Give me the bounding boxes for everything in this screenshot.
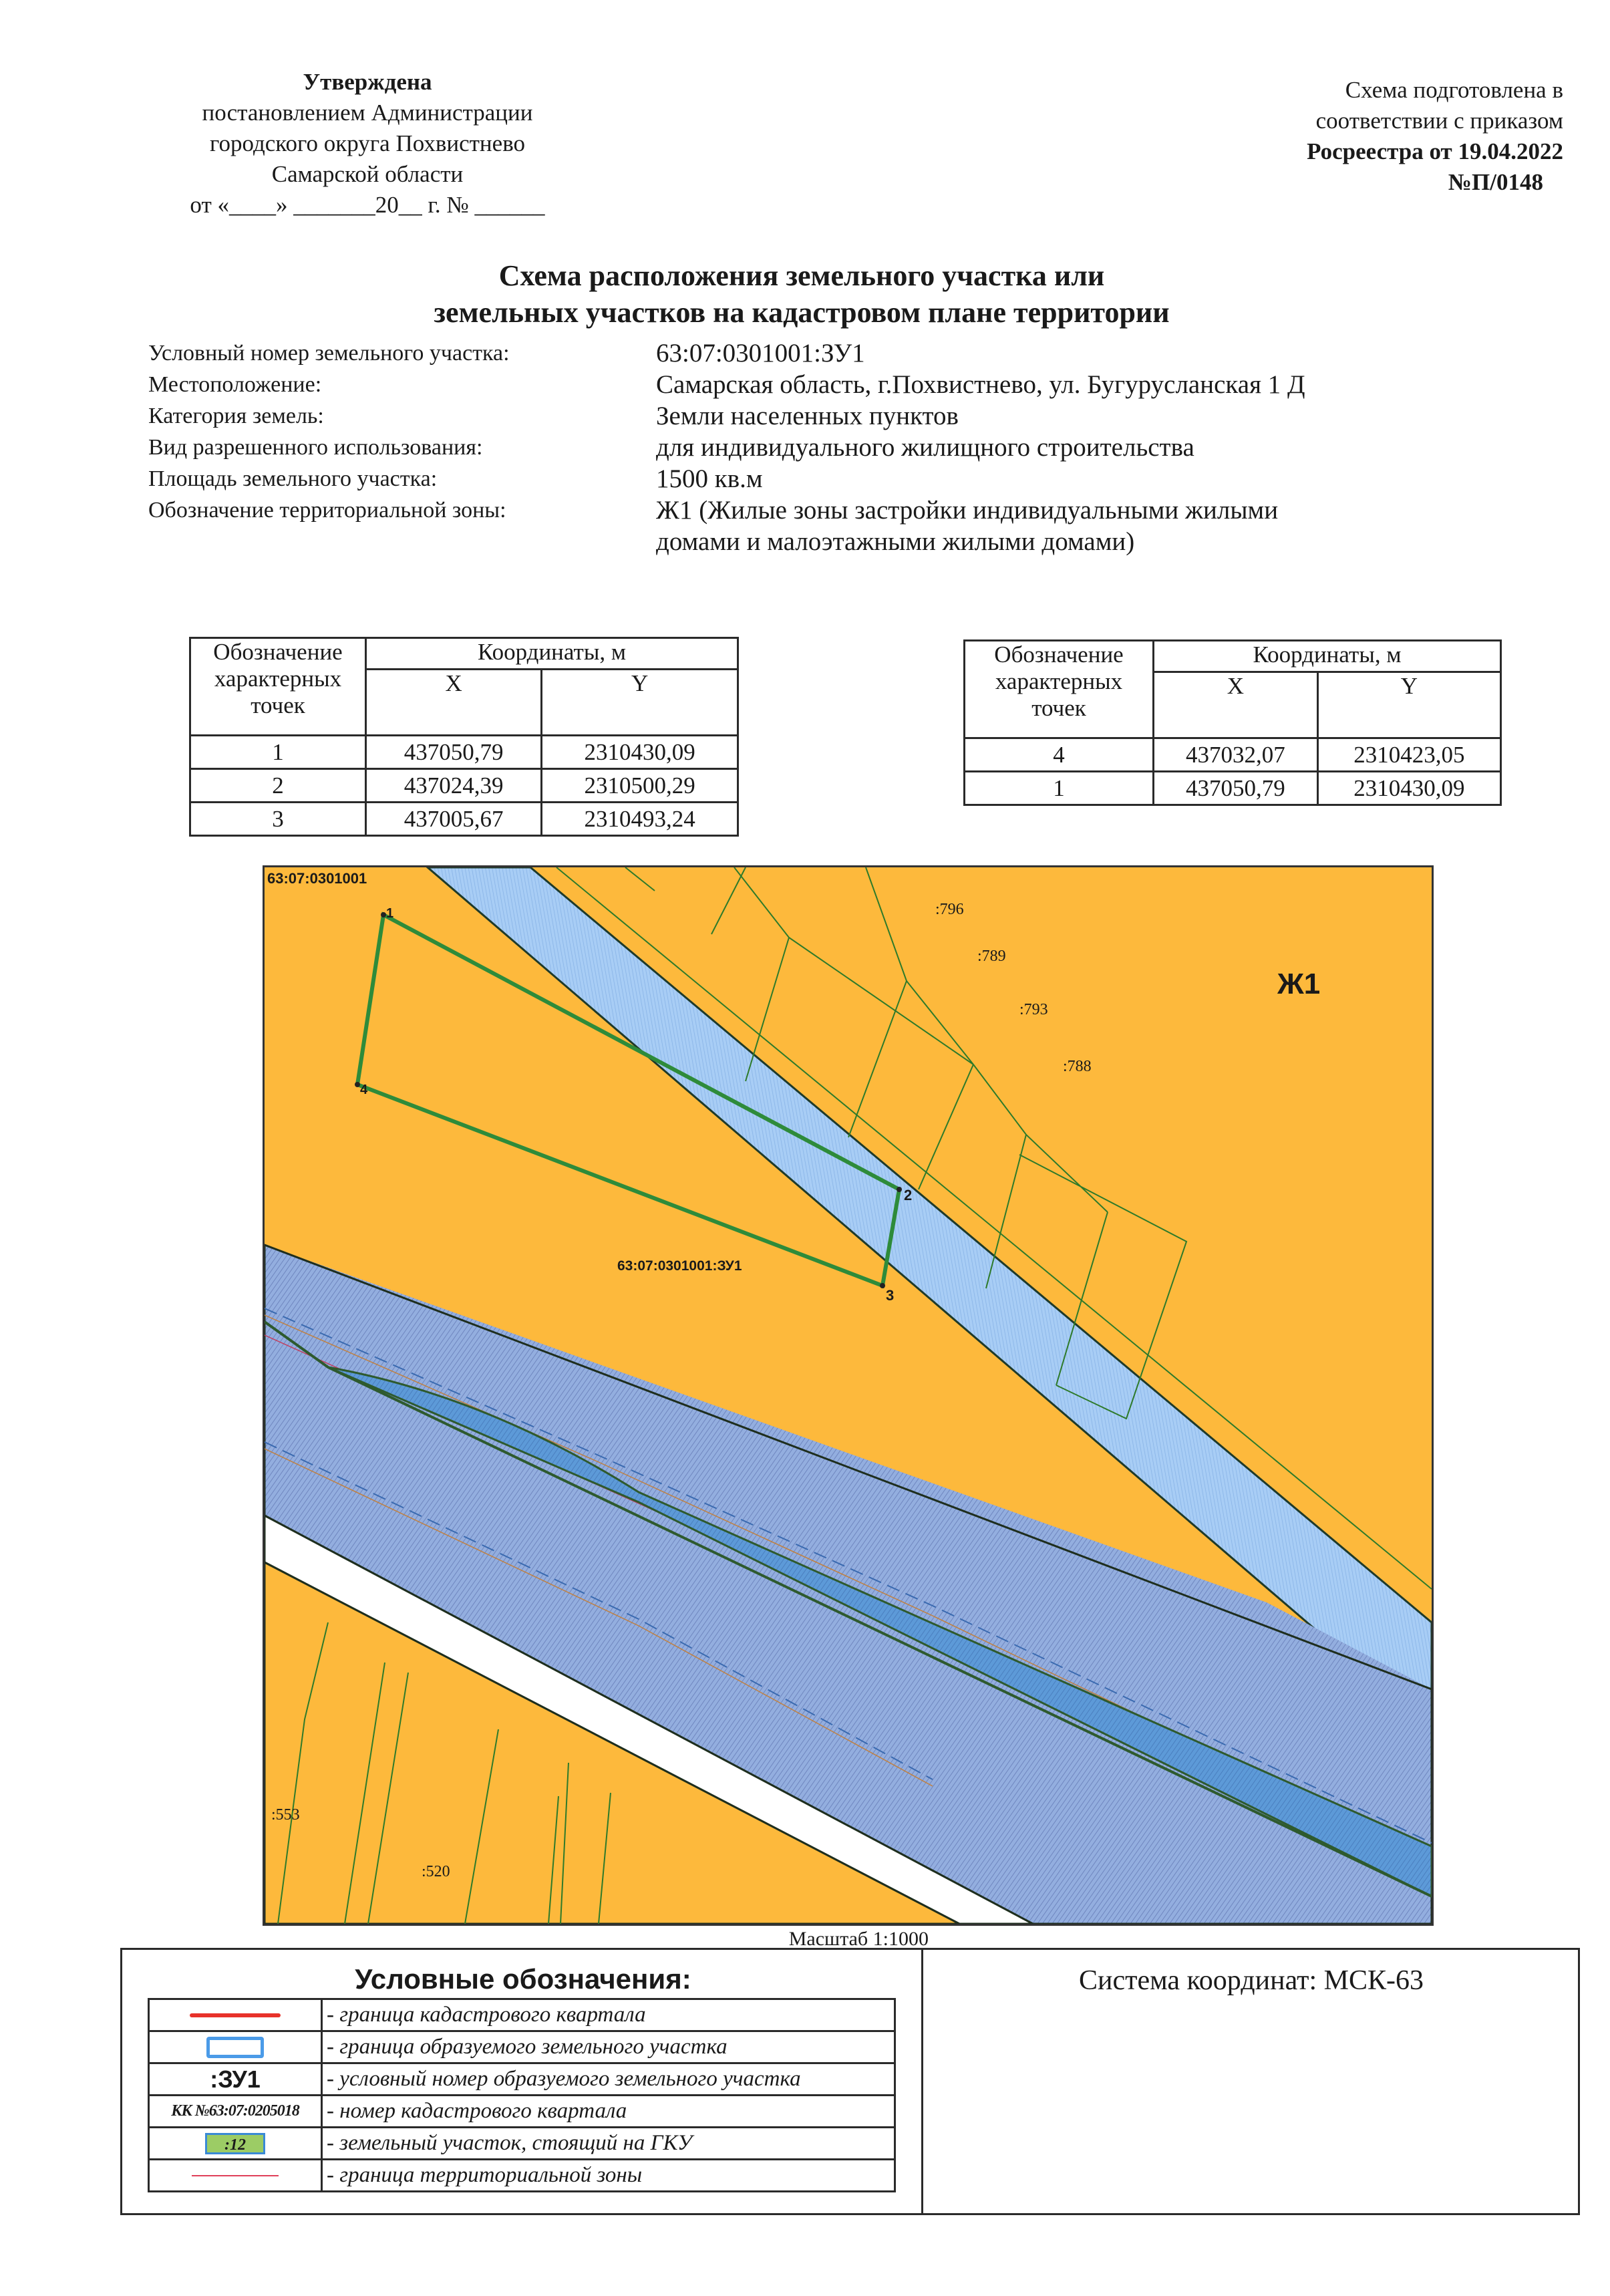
prepared-line: Схема подготовлена в: [1345, 77, 1563, 103]
approval-block: [134, 67, 601, 221]
property-value-line: Ж1 (Жилые зоны застройки индивидуальными жилыми: [656, 496, 1279, 525]
approval-line: городского округа Похвистнево: [209, 130, 525, 156]
legend-row: [149, 2031, 895, 2063]
document-title: [200, 257, 1403, 331]
property-value: Земли населенных пунктов: [656, 402, 959, 430]
map-drawing: [265, 867, 1432, 1924]
header-y: Y: [542, 670, 738, 736]
legend-divider: [921, 1950, 923, 2213]
cadastral-map: [263, 865, 1434, 1926]
legend-description: - граница территориальной зоны: [322, 2160, 895, 2192]
cadastral-quarter-boundary-icon: [190, 2013, 281, 2017]
legend-box: [120, 1948, 1580, 2215]
header-point: Обозначение характерных точек: [190, 638, 366, 736]
table-row: [190, 803, 738, 836]
property-value: 1500 кв.м: [656, 464, 763, 493]
upper-parcels: [625, 867, 1186, 1419]
vertex-3: [880, 1283, 885, 1288]
map-scale: Масштаб 1:1000: [788, 1928, 929, 1950]
property-label: Условный номер земельного участка:: [148, 341, 510, 366]
property-label: Площадь земельного участка:: [148, 466, 438, 491]
header-coords: Координаты, м: [366, 638, 738, 670]
legend-description: - условный номер образуемого земельного участка: [322, 2063, 895, 2096]
legend-row: [149, 2128, 895, 2160]
header-x: X: [1154, 672, 1318, 738]
cell-y: 2310430,09: [1317, 772, 1500, 805]
property-row: [148, 432, 1565, 463]
cell-x: 437005,67: [366, 803, 542, 836]
zone-label: Ж1: [1277, 968, 1321, 1000]
legend-row: [149, 2160, 895, 2192]
property-row: [148, 463, 1565, 494]
table-row: [965, 772, 1501, 805]
header-y: Y: [1317, 672, 1500, 738]
property-value: 63:07:0301001:ЗУ1: [656, 339, 865, 368]
legend-row: [149, 1999, 895, 2031]
legend-description: - номер кадастрового квартала: [322, 2096, 895, 2128]
neighbor-label: :788: [1063, 1058, 1092, 1075]
prepared-line: соответствии с приказом: [1315, 108, 1563, 134]
table-row: [190, 769, 738, 803]
neighbor-label: :520: [422, 1863, 450, 1880]
title-line: Схема расположения земельного участка или: [498, 259, 1105, 292]
cell-y: 2310500,29: [542, 769, 738, 803]
legend-symbol-text: КК №63:07:0205018: [171, 2102, 299, 2120]
vertex-label-2: 2: [904, 1187, 913, 1203]
prepared-order-number: №П/0148: [1448, 169, 1543, 195]
legend-symbol-text: :ЗУ1: [210, 2065, 261, 2093]
table-row: [965, 738, 1501, 772]
property-value: для индивидуального жилищного строительства: [656, 433, 1194, 462]
coordinate-system: Система координат: МСК-63: [1078, 1965, 1424, 1996]
cell-point: 4: [965, 738, 1154, 772]
property-value: Самарская область, г.Похвистнево, ул. Бугурусланская 1 Д: [656, 370, 1305, 399]
registered-parcel-icon: :12: [205, 2133, 265, 2154]
vertex-label-4: 4: [360, 1083, 368, 1097]
legend-description: - граница кадастрового квартала: [322, 1999, 895, 2031]
cell-x: 437050,79: [1154, 772, 1318, 805]
legend-title: Условные обозначения:: [355, 1963, 691, 1995]
neighbor-label: :793: [1019, 1001, 1048, 1018]
legend-description: - земельный участок, стоящий на ГКУ: [322, 2128, 895, 2160]
header-coords: Координаты, м: [1154, 641, 1501, 672]
property-label: Вид разрешенного использования:: [148, 435, 483, 460]
property-value: [656, 494, 1565, 557]
neighbor-label: :553: [271, 1806, 300, 1824]
legend-row: [149, 2096, 895, 2128]
property-label: Местоположение:: [148, 372, 322, 397]
prepared-block: [1136, 75, 1563, 198]
coordinates-table-2: [963, 639, 1502, 806]
prepared-order: Росреестра от 19.04.2022: [1307, 138, 1563, 164]
approval-date-line: от «____» _______20__ г. № ______: [190, 192, 545, 218]
vertex-2: [897, 1187, 902, 1192]
cell-point: 2: [190, 769, 366, 803]
cell-point: 1: [190, 736, 366, 769]
approval-line: постановлением Администрации: [202, 100, 533, 126]
legend-row: [149, 2063, 895, 2096]
legend-table: [148, 1998, 896, 2192]
property-row: [148, 494, 1565, 557]
cell-x: 437032,07: [1154, 738, 1318, 772]
vertex-label-3: 3: [886, 1287, 895, 1304]
quarter-label: 63:07:0301001: [267, 870, 367, 887]
zone-boundary-icon: [192, 2175, 279, 2176]
header-x: X: [366, 670, 542, 736]
table-row: [190, 736, 738, 769]
title-line: земельных участков на кадастровом плане территории: [434, 296, 1170, 329]
cell-y: 2310423,05: [1317, 738, 1500, 772]
approval-heading: Утверждена: [303, 69, 432, 95]
property-row: [148, 337, 1565, 369]
vertex-1: [381, 912, 386, 917]
vertex-4: [355, 1082, 360, 1087]
approval-line: Самарской области: [271, 161, 464, 187]
cell-x: 437050,79: [366, 736, 542, 769]
property-label: Категория земель:: [148, 404, 324, 428]
cell-point: 1: [965, 772, 1154, 805]
cell-x: 437024,39: [366, 769, 542, 803]
parcel-boundary-icon: [206, 2037, 264, 2058]
parcel-properties: [148, 337, 1565, 557]
neighbor-label: :796: [935, 901, 964, 918]
neighbor-label: :789: [977, 948, 1006, 965]
parcel-label: 63:07:0301001:ЗУ1: [617, 1258, 742, 1274]
vertex-label-1: 1: [386, 906, 394, 921]
property-value-line: домами и малоэтажными жилыми домами): [656, 527, 1135, 556]
cell-point: 3: [190, 803, 366, 836]
property-label: Обозначение территориальной зоны:: [148, 498, 506, 523]
property-row: [148, 400, 1565, 432]
cell-y: 2310430,09: [542, 736, 738, 769]
header-point: Обозначение характерных точек: [965, 641, 1154, 738]
cell-y: 2310493,24: [542, 803, 738, 836]
legend-description: - граница образуемого земельного участка: [322, 2031, 895, 2063]
coordinates-table-1: [189, 637, 739, 837]
property-row: [148, 369, 1565, 400]
